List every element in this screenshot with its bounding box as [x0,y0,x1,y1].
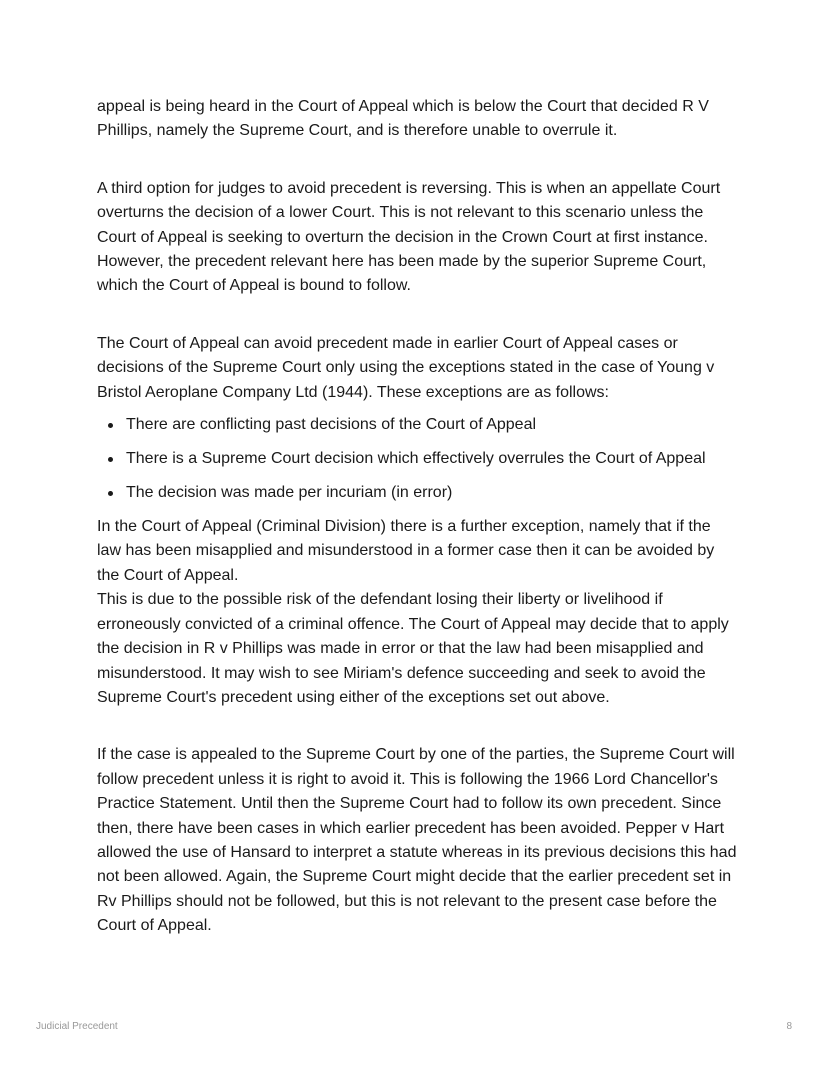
paragraph-criminal-division: In the Court of Appeal (Criminal Division) there is a further exception, namely that if the law has been misapplied and misunderstood in a former case then it can be avoided by the Court of Appeal. [97,518,715,584]
list-item: The decision was made per incuriam (in error) [126,481,737,505]
paragraph-overrule: appeal is being heard in the Court of Appeal which is below the Court that decided R V Phillips, namely the Supreme Court, and is therefore unable to overrule it. [97,98,709,140]
footer-page-number: 8 [786,1021,792,1032]
list-item: There are conflicting past decisions of the Court of Appeal [126,413,737,437]
paragraph-liberty-risk: This is due to the possible risk of the defendant losing their liberty or livelihood if erroneously convicted of a criminal offence. The Court of Appeal may decide that to apply the decision in R v Phillips was made in error or that the law had been misapplied and misunderstood. It may wish to see Miriam's defence succeeding and seek to avoid the Supreme Court's precedent using either of the exceptions set out above. [97,591,729,706]
exceptions-list [97,413,737,505]
paragraph-young-exceptions: The Court of Appeal can avoid precedent made in earlier Court of Appeal cases or decisions of the Supreme Court only using the exceptions stated in the case of Young v Bristol Aeroplane Company Ltd (1944). These exceptions are as follows: [97,334,715,401]
list-item: There is a Supreme Court decision which effectively overrules the Court of Appeal [126,447,737,471]
footer-document-title: Judicial Precedent [36,1021,118,1032]
paragraph-reversing: A third option for judges to avoid precedent is reversing. This is when an appellate Court overturns the decision of a lower Court. This is not relevant to this scenario unless the Court of Appeal is seeking to overturn the decision in the Crown Court at first instance. However, the precedent relevant here has been made by the superior Supreme Court, which the Court of Appeal is bound to follow. [97,179,721,295]
paragraph-supreme-court: If the case is appealed to the Supreme Court by one of the parties, the Supreme Court will follow precedent unless it is right to avoid it. This is following the 1966 Lord Chancellor's Practice Statement. Until then the Supreme Court had to follow its own precedent. Since then, there have been cases in which earlier precedent has been avoided. Pepper v Hart allowed the use of Hansard to interpret a statute whereas in its previous decisions this had not been allowed. Again, the Supreme Court might decide that the earlier precedent set in Rv Phillips should not be followed, but this is not relevant to the present case before the Court of Appeal. [97,746,737,935]
document-body [97,95,737,939]
